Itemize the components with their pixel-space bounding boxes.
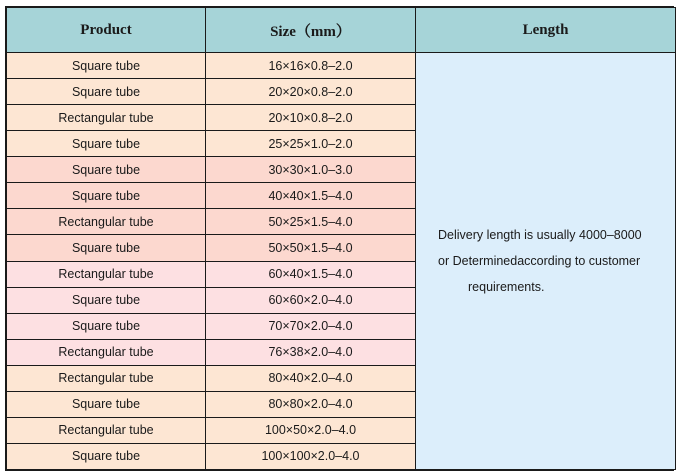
spec-table: [6, 7, 676, 470]
length-note-line1: Delivery length is usually 4000–8000: [438, 228, 642, 242]
product-cell: Rectangular tube: [7, 365, 206, 391]
size-cell: 30×30×1.0–3.0: [206, 157, 416, 183]
length-note-line2: or Determinedaccording to customer: [438, 254, 641, 268]
size-cell: 76×38×2.0–4.0: [206, 339, 416, 365]
product-cell: Rectangular tube: [7, 261, 206, 287]
header-length: Length: [416, 8, 676, 53]
size-cell: 60×40×1.5–4.0: [206, 261, 416, 287]
header-size: Size（mm）: [206, 8, 416, 53]
size-cell: 60×60×2.0–4.0: [206, 287, 416, 313]
product-cell: Rectangular tube: [7, 105, 206, 131]
product-cell: Square tube: [7, 157, 206, 183]
size-cell: 16×16×0.8–2.0: [206, 53, 416, 79]
product-cell: Rectangular tube: [7, 339, 206, 365]
product-cell: Square tube: [7, 183, 206, 209]
product-cell: Square tube: [7, 443, 206, 469]
size-cell: 100×100×2.0–4.0: [206, 443, 416, 469]
product-cell: Square tube: [7, 287, 206, 313]
product-cell: Square tube: [7, 53, 206, 79]
length-note-line3: requirements.: [468, 280, 545, 294]
product-cell: Square tube: [7, 131, 206, 157]
product-cell: Square tube: [7, 79, 206, 105]
table-row: [7, 53, 676, 79]
spec-table-container: [5, 6, 674, 471]
product-cell: Square tube: [7, 313, 206, 339]
product-cell: Square tube: [7, 235, 206, 261]
size-cell: 40×40×1.5–4.0: [206, 183, 416, 209]
header-product: Product: [7, 8, 206, 53]
size-cell: 80×80×2.0–4.0: [206, 391, 416, 417]
size-cell: 25×25×1.0–2.0: [206, 131, 416, 157]
size-cell: 70×70×2.0–4.0: [206, 313, 416, 339]
product-cell: Rectangular tube: [7, 417, 206, 443]
size-cell: 20×20×0.8–2.0: [206, 79, 416, 105]
table-body: [7, 53, 676, 470]
size-cell: 20×10×0.8–2.0: [206, 105, 416, 131]
product-cell: Rectangular tube: [7, 209, 206, 235]
size-cell: 50×25×1.5–4.0: [206, 209, 416, 235]
size-cell: 100×50×2.0–4.0: [206, 417, 416, 443]
length-note-cell: [416, 53, 676, 470]
product-cell: Square tube: [7, 391, 206, 417]
table-header-row: [7, 8, 676, 53]
size-cell: 80×40×2.0–4.0: [206, 365, 416, 391]
size-cell: 50×50×1.5–4.0: [206, 235, 416, 261]
